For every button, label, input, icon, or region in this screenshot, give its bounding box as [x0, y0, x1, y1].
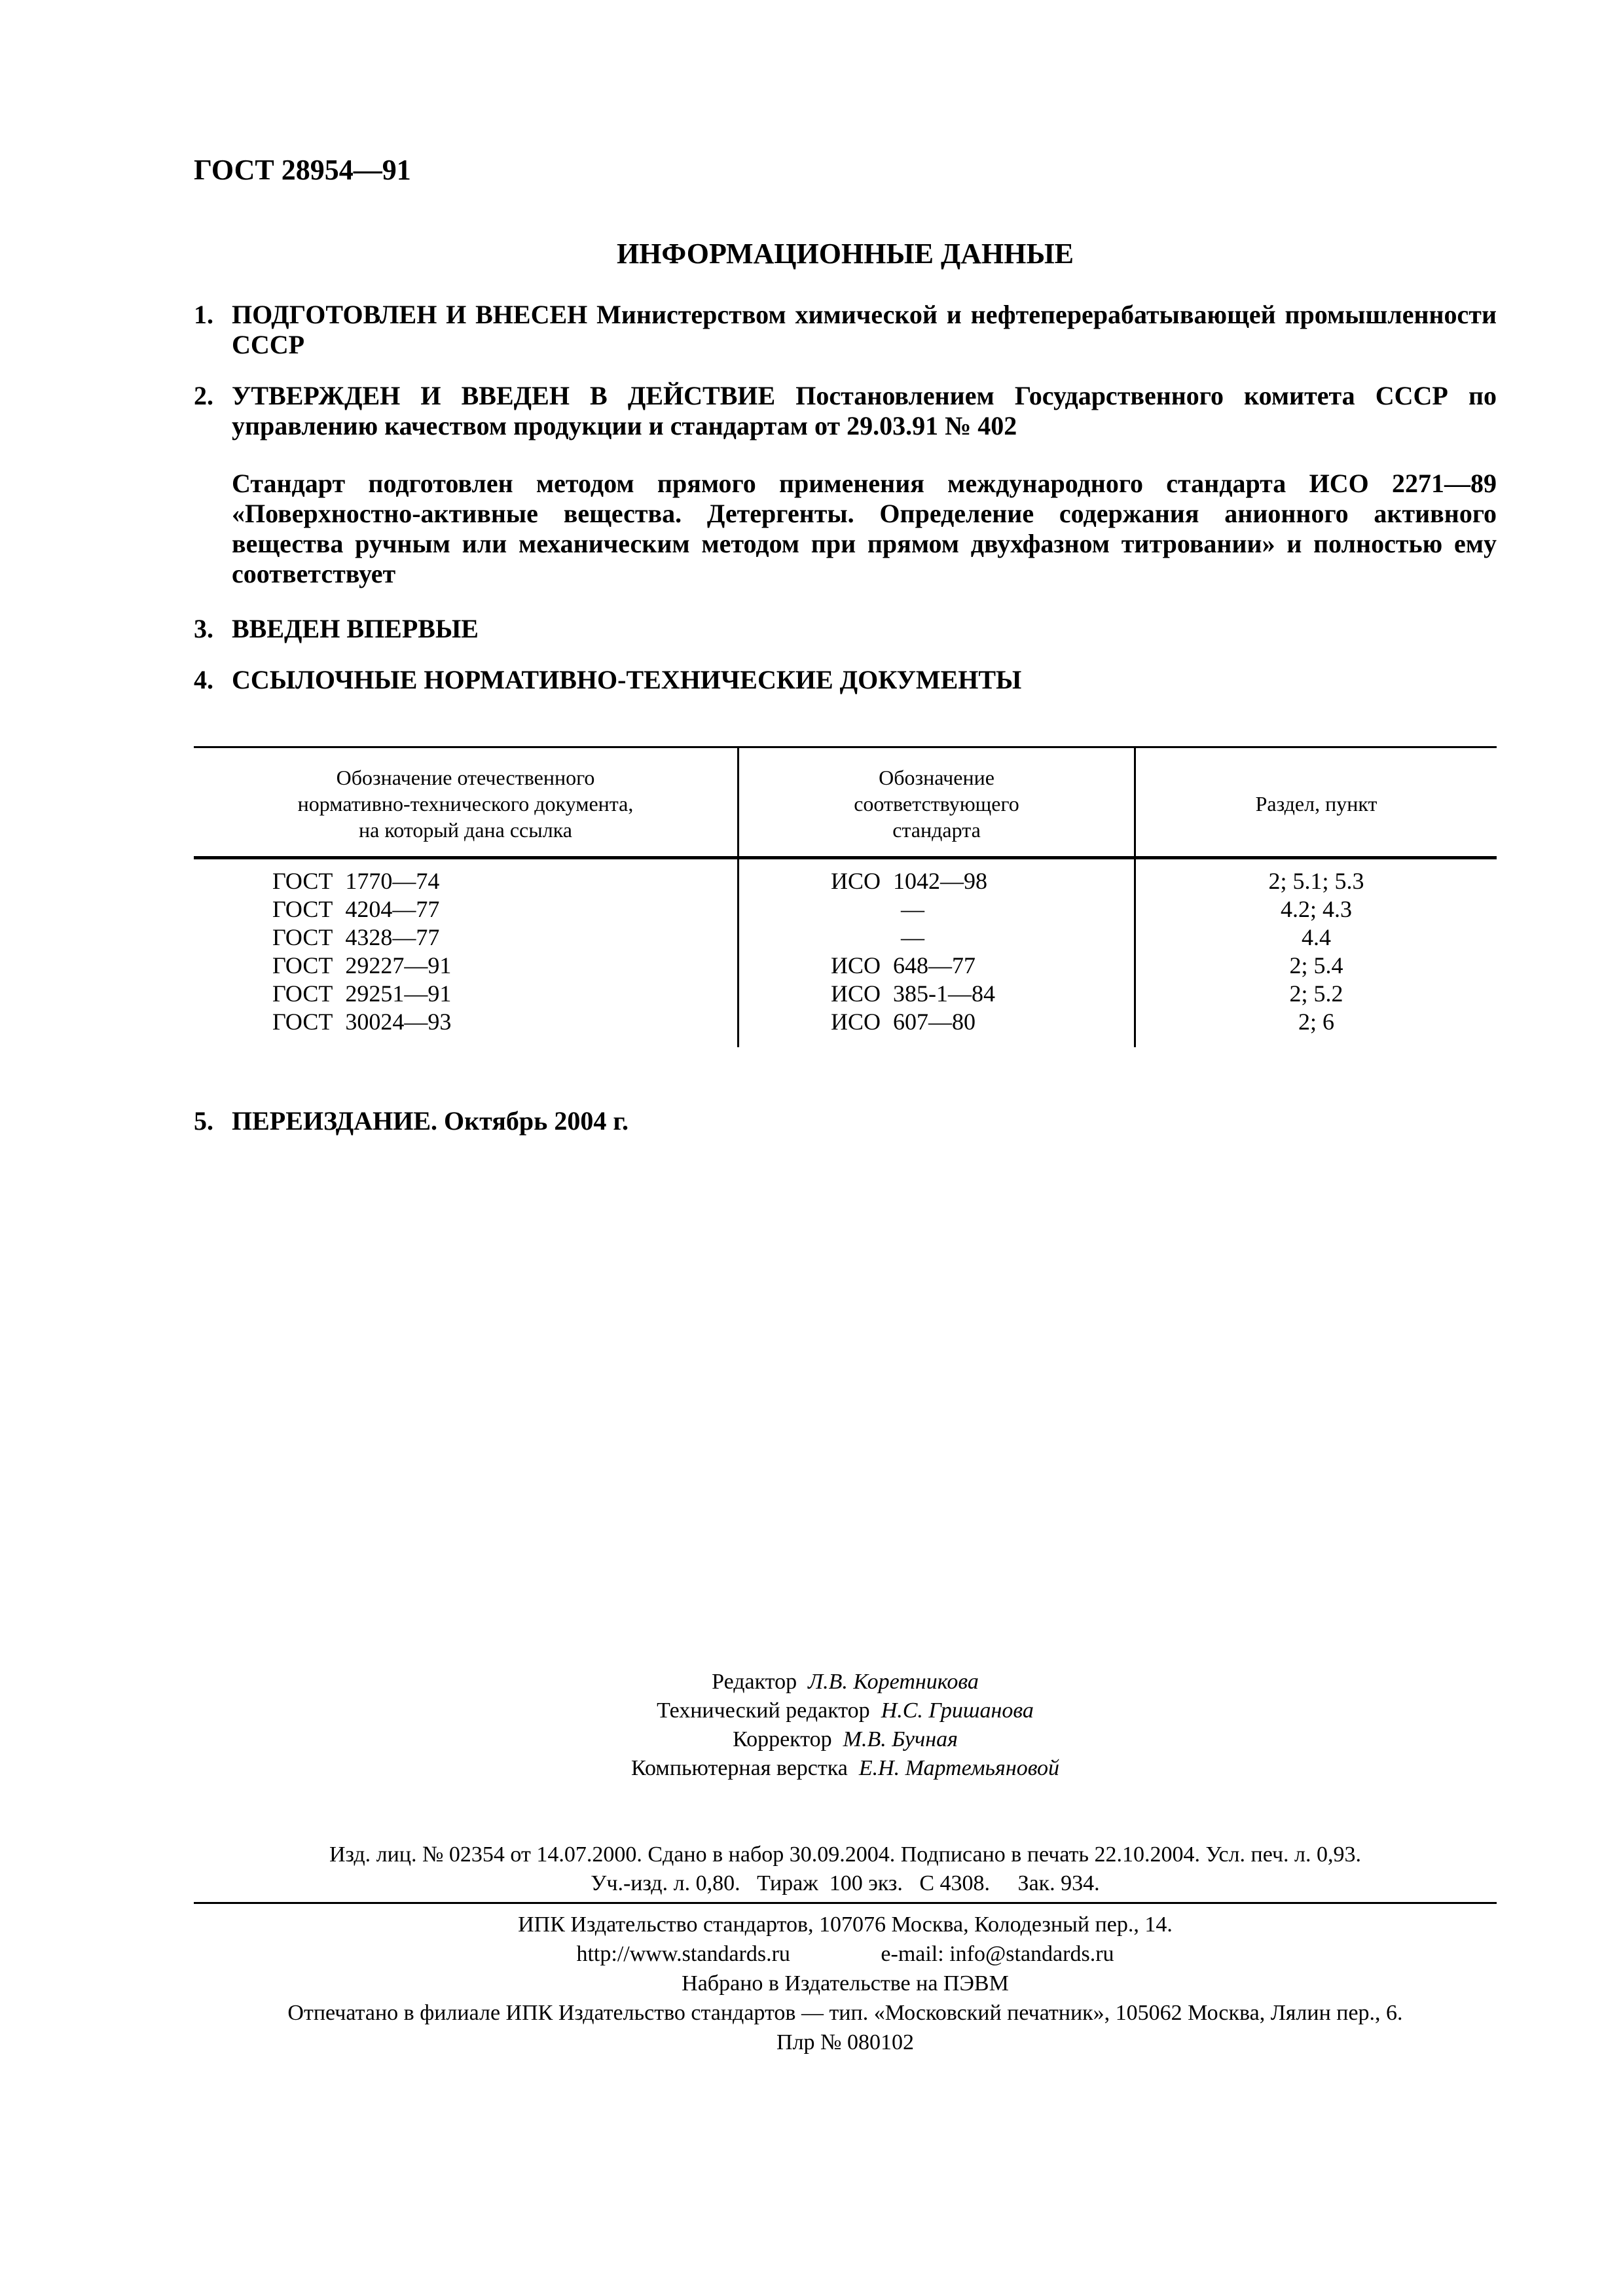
credit-name: Л.В. Коретникова: [808, 1670, 979, 1694]
info-item-standard-note: [194, 469, 1497, 589]
info-item-reissue: [194, 1106, 1497, 1136]
cell-gost: ГОСТ 4204—77: [272, 896, 440, 922]
plr-number: Плр № 080102: [776, 2030, 914, 2054]
credit-role: Компьютерная верстка: [630, 1756, 848, 1780]
credit-editor: [194, 1668, 1497, 1696]
item-number: 4.: [194, 665, 213, 694]
imprint-line: Уч.-изд. л. 0,80. Тираж 100 экз. С 4308. Зак. 934.: [591, 1871, 1100, 1895]
publisher-address: ИПК Издательство стандартов, 107076 Москва, Колодезный пер., 14.: [518, 1912, 1173, 1937]
info-section-title: ИНФОРМАЦИОННЫЕ ДАННЫЕ: [616, 238, 1074, 270]
imprint-divider: [194, 1902, 1497, 1904]
item-number: 2.: [194, 381, 213, 410]
publisher-email: e-mail: info@standards.ru: [881, 1942, 1114, 1966]
credit-role: Технический редактор: [657, 1698, 870, 1723]
table-row: [194, 895, 1497, 924]
cell-iso: ИСО 648—77: [831, 952, 976, 978]
credit-role: Корректор: [733, 1727, 832, 1751]
cell-gost: ГОСТ 29227—91: [272, 952, 452, 978]
info-item-approved: [194, 381, 1497, 441]
item-number: 5.: [194, 1106, 213, 1136]
table-top-rule: [194, 746, 1497, 748]
credit-proofreader: [194, 1725, 1497, 1754]
publisher-info: [194, 1910, 1497, 2057]
cell-section: 2; 5.4: [1289, 952, 1343, 978]
imprint-line: Изд. лиц. № 02354 от 14.07.2000. Сдано в набор 30.09.2004. Подписано в печать 22.10.2004. Усл. печ. л. 0,93.: [329, 1842, 1362, 1867]
table-header-rule: [194, 856, 1497, 859]
item-number: 1.: [194, 300, 213, 329]
document-code: ГОСТ 28954—91: [194, 154, 411, 186]
print-imprint: [194, 1840, 1497, 1898]
cell-iso: —: [901, 896, 924, 922]
publisher-website: http://www.standards.ru: [576, 1942, 790, 1966]
info-item-introduced: [194, 614, 1497, 644]
editorial-credits: [194, 1668, 1497, 1783]
item-text: УТВЕРЖДЕН И ВВЕДЕН В ДЕЙСТВИЕ Постановлением Государственного комитета СССР по управлению качеством продукции и стандартам от 29.03.91 № 402: [232, 381, 1497, 440]
cell-gost: ГОСТ 1770—74: [272, 868, 440, 894]
references-table: [194, 746, 1497, 1047]
header-line: стандарта: [892, 818, 981, 842]
credit-role: Редактор: [712, 1670, 797, 1694]
table-header-corresponding-standard: [739, 764, 1134, 843]
header-line: нормативно-технического документа,: [297, 792, 634, 816]
item-text: ПОДГОТОВЛЕН И ВНЕСЕН Министерством химической и нефтеперерабатывающей промышленности СССР: [232, 300, 1497, 359]
item-text: ПЕРЕИЗДАНИЕ. Октябрь 2004 г.: [232, 1106, 629, 1136]
header-line: Обозначение отечественного: [336, 766, 595, 789]
credit-name: Н.С. Гришанова: [881, 1698, 1034, 1723]
header-line: Раздел, пункт: [1255, 792, 1377, 816]
table-header-section: [1136, 764, 1497, 843]
table-row: [194, 924, 1497, 952]
cell-section: 4.2; 4.3: [1280, 896, 1352, 922]
table-row: [194, 867, 1497, 895]
cell-iso: —: [901, 924, 924, 950]
header-line: на который дана ссылка: [359, 818, 572, 842]
cell-iso: ИСО 1042—98: [831, 868, 988, 894]
credit-layout: [194, 1754, 1497, 1783]
cell-gost: ГОСТ 4328—77: [272, 924, 440, 950]
printed-note: Отпечатано в филиале ИПК Издательство стандартов — тип. «Московский печатник», 105062 Москва, Лялин пер., 6.: [287, 2001, 1403, 2025]
typeset-note: Набрано в Издательстве на ПЭВМ: [682, 1971, 1009, 1996]
cell-section: 2; 5.2: [1289, 980, 1343, 1007]
publisher-contacts: [194, 1939, 1497, 1969]
cell-iso: ИСО 607—80: [831, 1009, 976, 1035]
table-body: [194, 867, 1497, 1036]
cell-section: 2; 5.1; 5.3: [1268, 868, 1364, 894]
cell-section: 4.4: [1302, 924, 1331, 950]
credit-tech-editor: [194, 1696, 1497, 1725]
item-text: ВВЕДЕН ВПЕРВЫЕ: [232, 614, 479, 643]
table-row: [194, 1008, 1497, 1036]
table-row: [194, 952, 1497, 980]
header-line: Обозначение: [879, 766, 994, 789]
table-header-domestic-doc: [194, 764, 737, 843]
item-note-text: Стандарт подготовлен методом прямого применения международного стандарта ИСО 2271—89 «Поверхностно-активные вещества. Детергенты. Определение содержания анионного активного вещества ручным или механическим методом при прямом двухфазном титровании» и полностью ему соответствует: [232, 469, 1497, 588]
cell-gost: ГОСТ 29251—91: [272, 980, 452, 1007]
table-row: [194, 980, 1497, 1008]
cell-gost: ГОСТ 30024—93: [272, 1009, 452, 1035]
cell-section: 2; 6: [1298, 1009, 1334, 1035]
item-number: 3.: [194, 614, 213, 643]
credit-name: Е.Н. Мартемьяновой: [858, 1756, 1060, 1780]
credit-name: М.В. Бучная: [843, 1727, 958, 1751]
info-item-references: [194, 665, 1497, 695]
header-line: соответствующего: [854, 792, 1019, 816]
cell-iso: ИСО 385-1—84: [831, 980, 995, 1007]
info-item-prepared: [194, 300, 1497, 360]
item-text: ССЫЛОЧНЫЕ НОРМАТИВНО-ТЕХНИЧЕСКИЕ ДОКУМЕНТЫ: [232, 665, 1022, 694]
